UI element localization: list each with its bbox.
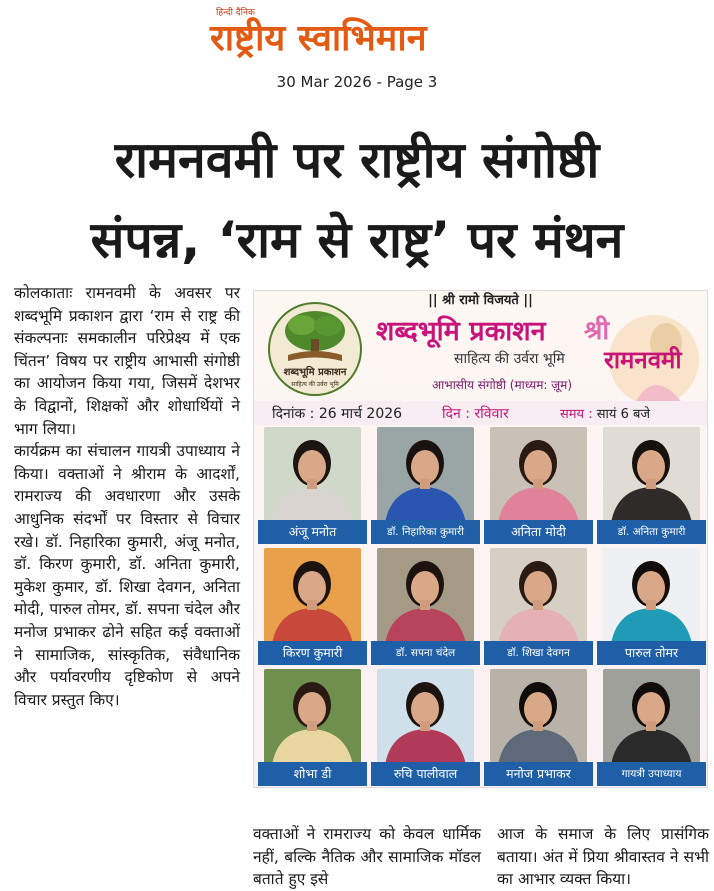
participant-name: किरण कुमारी [258,641,367,665]
masthead [0,0,714,70]
participant-photo [603,669,700,765]
participant-name: पारुल तोमर [597,641,706,665]
participant-name: गायत्री उपाध्याय [597,762,706,786]
article-column-3: आज के समाज के लिए प्रासंगिक बताया। अंत में प्रिया श्रीवास्तव ने सभी का आभार व्यक्त किया। [497,825,709,889]
participant-photo [603,427,700,523]
participant-photo [490,548,587,644]
masthead-small-label: हिन्दी दैनिक [216,8,255,18]
article-paragraph-2: कार्यक्रम का संचालन गायत्री उपाध्याय ने किया। वक्ताओं ने श्रीराम के आदर्शों, रामराज्य की अवधारणा और उसके आधुनिक संदर्भों पर विस्तार से विचार रखे। डॉ. निहारिका कुमारी, अंजू मनोत, डॉ. किरण कुमारी, डॉ. अनिता कुमारी, मुकेश कुमार, डॉ. शिखा देवगन, अनिता मोदी, पारुल तोमर, डॉ. सपना चंदेल और मनोज प्रभाकर ढोने सहित कई वक्ताओं ने सामाजिक, सांस्कृतिक, संवैधानिक और पर्यावरणीय दृष्टिकोण से अपने विचार प्रस्तुत किए। [14,442,240,709]
ramnavami-shri: श्री [584,316,610,346]
article-paragraph-1: कोलकाताः रामनवमी के अवसर पर शब्दभूमि प्रकाशन द्वारा ‘राम से राष्ट्र की संकल्पनाः समकालीन परिप्रेक्ष्य में एक चिंतन’ विषय पर राष्ट्रीय आभासी संगोष्ठी का आयोजन किया गया, जिसमें देशभर के विद्वानों, शिक्षकों और शोधार्थियों ने भाग लिया। [14,284,240,438]
participant-card [258,669,367,786]
event-date: दिनांक : 26 मार्च 2026 [272,406,403,422]
logo-subtext: साहित्य की उर्वरा भूमि [291,381,339,388]
participant-name: अनिता मोदी [484,520,593,544]
event-time [560,404,650,422]
ramnavami-title: रामनवमी [604,346,682,374]
participant-card [484,427,593,544]
participant-card [258,427,367,544]
participant-name: डॉ. अनिता कुमारी [597,520,706,544]
participant-photo [264,427,361,523]
participant-photo [377,427,474,523]
participant-photo [264,669,361,765]
poster-subtitle: साहित्य की उर्वरा भूमि [454,351,565,367]
participant-card [258,548,367,665]
participant-name: डॉ. निहारिका कुमारी [371,520,480,544]
participant-card [371,427,480,544]
participant-photo [377,669,474,765]
participant-name: डॉ. शिखा देवगन [484,641,593,665]
participant-name: मनोज प्रभाकर [484,762,593,786]
participant-card [371,669,480,786]
article-column-1 [14,282,240,711]
participant-photo [490,669,587,765]
participant-card [371,548,480,665]
dateline: 30 Mar 2026 - Page 3 [276,73,438,91]
headline-line-2: संपन्न, ‘राम से राष्ट्र’ पर मंथन [90,211,624,269]
participant-card [484,669,593,786]
participant-card [597,669,706,786]
participant-photo [264,548,361,644]
poster-event-mode: आभासीय संगोष्ठी (माध्यम: ज़ूम) [432,378,573,392]
event-time-label: समय : [560,407,593,422]
poster-top-line: || श्री रामो विजयते || [428,293,533,308]
participant-photo [490,427,587,523]
newspaper-title: राष्ट्रीय स्वाभिमान [210,18,427,59]
publisher-logo [258,299,376,403]
headline [0,120,714,280]
event-day: दिन : रविवार [442,406,509,422]
participant-name: शोभा डी [258,762,367,786]
logo-text: शब्दभूमि प्रकाशन [283,367,347,378]
poster-title: शब्दभूमि प्रकाशन [376,316,546,347]
participant-card [484,548,593,665]
participant-name: डॉ. सपना चंदेल [371,641,480,665]
participant-name: रुचि पालीवाल [371,762,480,786]
participant-card [597,548,706,665]
event-time-value: सायं 6 बजे [596,407,651,422]
participant-name: अंजू मनोत [258,520,367,544]
participant-photo [603,548,700,644]
headline-line-1: रामनवमी पर राष्ट्रीय संगोष्ठी [114,131,600,189]
participant-card [597,427,706,544]
participant-photo [377,548,474,644]
event-poster [253,290,708,788]
article-column-2: वक्ताओं ने रामराज्य को केवल धार्मिक नहीं, बल्कि नैतिक और सामाजिक मॉडल बताते हुए इसे [253,825,481,889]
